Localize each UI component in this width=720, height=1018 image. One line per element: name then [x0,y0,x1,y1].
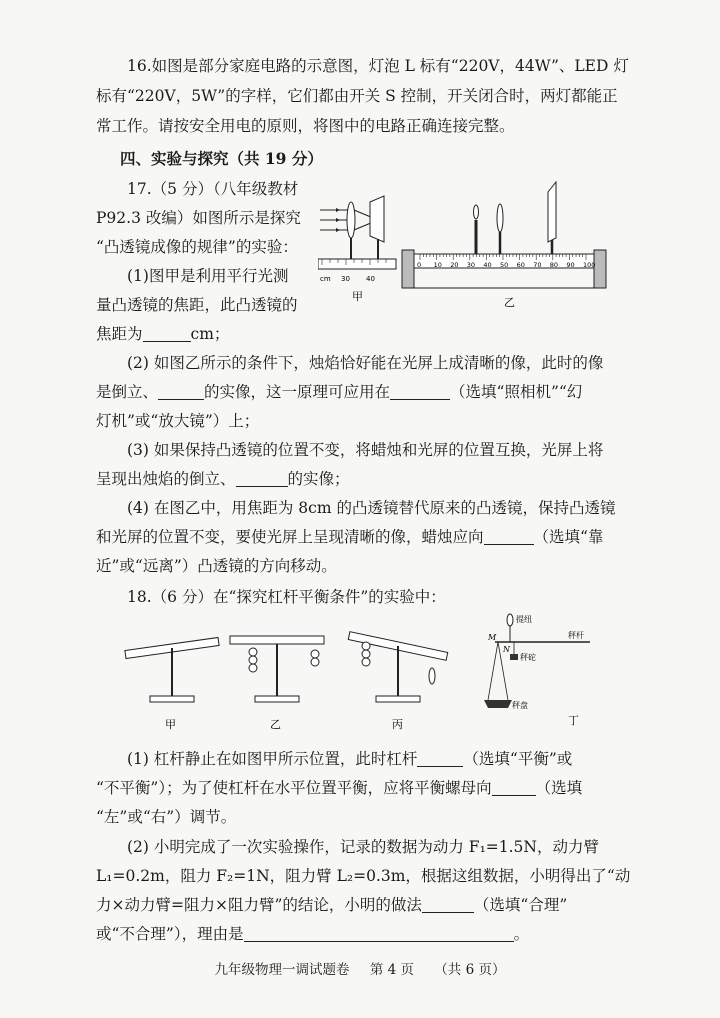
footer-title: 九年级物理一调试题卷 [214,962,350,978]
ruler-unit: cm [320,275,331,283]
ruler-tick-label: 100 [583,261,596,269]
q17-p1a: (1)图甲是利用平行光测 [127,267,289,285]
ruler-tick-label: 30 [341,275,350,283]
ruler-tick-label: 10 [433,261,442,269]
q18-p2b: L₁=0.2m，阻力 F₂=1N，阻力臂 L₂=0.3m，根据这组数据，小明得出了“动 [96,867,631,885]
light-screen [370,196,384,242]
figure-label: 甲 [165,718,176,731]
q16-line2: 标有“220V，5W”的字样，它们都由开关 S 控制，开关闭合时，两灯都能正 [96,87,618,105]
ruler-tick-label: 40 [483,261,492,269]
footer-total: （共 6 页） [434,962,506,978]
q17-p2c: 灯机”或“放大镜”）上； [96,412,260,430]
optical-bench-figure [400,180,610,310]
q17-p4b: 和光屏的位置不变，要使光屏上呈现清晰的像，蜡烛应向 （选填“靠 [96,528,604,546]
ruler-tick-label: 30 [466,261,476,269]
candle-flame [474,205,479,219]
lever-figures [110,610,610,740]
label-tidian: 提纽 [516,615,532,624]
ruler-tick-label: 80 [549,261,559,269]
answer-blank[interactable] [236,468,288,487]
q18-p1b: “不平衡”）；为了使杠杆在水平位置平衡，应将平衡螺母向 （选填 [96,779,583,797]
figure-label: 乙 [270,718,281,731]
q18-p2a: (2) 小明完成了一次实验操作，记录的数据为动力 F₁=1.5N，动力臂 [127,838,599,856]
answer-blank[interactable] [484,526,534,545]
ruler-tick-label: 50 [500,261,509,269]
answer-blank[interactable] [158,381,204,400]
q18-p1c: “左”或“右”）调节。 [96,808,237,826]
figure-label: 甲 [352,290,363,303]
lever-yi [230,636,324,731]
q17-p4c: 近”或“远离”）凸透镜的方向移动。 [96,557,337,575]
lever-jia [125,637,219,731]
figure-label: 乙 [504,296,515,309]
q18-p2c: 力×动力臂=阻力×阻力臂”的结论，小明的做法 （选填“合理” [96,896,568,914]
svg-text:M: M [488,633,497,642]
lever-bing [348,632,447,731]
q16-line1: 16.如图是部分家庭电路的示意图，灯泡 L 标有“220V，44W”、LED 灯 [127,57,629,75]
convex-lens [347,202,355,238]
label-chenggan: 秤杆 [568,631,584,640]
q17-p1c: 焦距为 cm； [96,325,230,343]
steelyard-weight [510,654,518,660]
q18-p1a: (1) 杠杆静止在如图甲所示位置，此时杠杆 （选填“平衡”或 [127,750,573,768]
ruler-tick-label: 60 [516,261,525,269]
steelyard [484,614,590,727]
answer-blank[interactable] [390,381,450,400]
q17-head1: 17.（5 分）（八年级教材 [127,180,299,198]
page-footer [0,958,720,978]
figure-label: 丙 [392,718,403,731]
ruler-tick-label: 0 [417,261,422,269]
lens-focal-figure [318,184,398,304]
ruler-tick-label: 90 [566,261,575,269]
q17-head3: “凸透镜成像的规律”的实验： [96,238,298,256]
label-chengpan: 秤盘 [512,701,528,710]
q18-p2d: 或“不合理”），理由是 。 [96,925,530,943]
section-heading: 四、实验与探究（共 19 分） [120,149,323,168]
q17-p3a: (3) 如果保持凸透镜的位置不变，将蜡烛和光屏的位置互换，光屏上将 [127,441,604,459]
ruler-tick-label: 20 [450,261,459,269]
ruler-tick-label: 40 [366,275,375,283]
q17-head2: P92.3 改编）如图所示是探究 [96,209,301,227]
q17-p4a: (4) 在图乙中，用焦距为 8cm 的凸透镜替代原来的凸透镜，保持凸透镜 [127,499,616,517]
ruler-tick-label: 70 [533,261,542,269]
footer-page: 第 4 页 [369,962,414,978]
label-chengtuo: 秤砣 [520,653,536,662]
answer-blank[interactable] [417,748,463,767]
light-screen [548,182,556,242]
answer-blank[interactable] [143,323,191,342]
svg-text:N: N [503,645,510,654]
convex-lens [497,204,503,232]
q18-head: 18.（6 分）在“探究杠杆平衡条件”的实验中： [127,588,446,606]
figure-label: 丁 [568,714,579,727]
answer-blank[interactable] [244,923,514,942]
q17-p2b: 是倒立、 的实像，这一原理可应用在 （选填“照相机”“幻 [96,383,583,401]
q17-p2a: (2) 如图乙所示的条件下，烛焰恰好能在光屏上成清晰的像，此时的像 [127,354,604,372]
answer-blank[interactable] [422,894,474,913]
q17-p1b: 量凸透镜的焦距，此凸透镜的 [96,296,298,314]
q17-p3b: 呈现出烛焰的倒立、 的实像； [96,470,350,488]
answer-blank[interactable] [492,777,536,796]
steelyard-pan [484,700,512,708]
q16-line3: 常工作。请按安全用电的原则，将图中的电路正确连接完整。 [96,117,515,135]
